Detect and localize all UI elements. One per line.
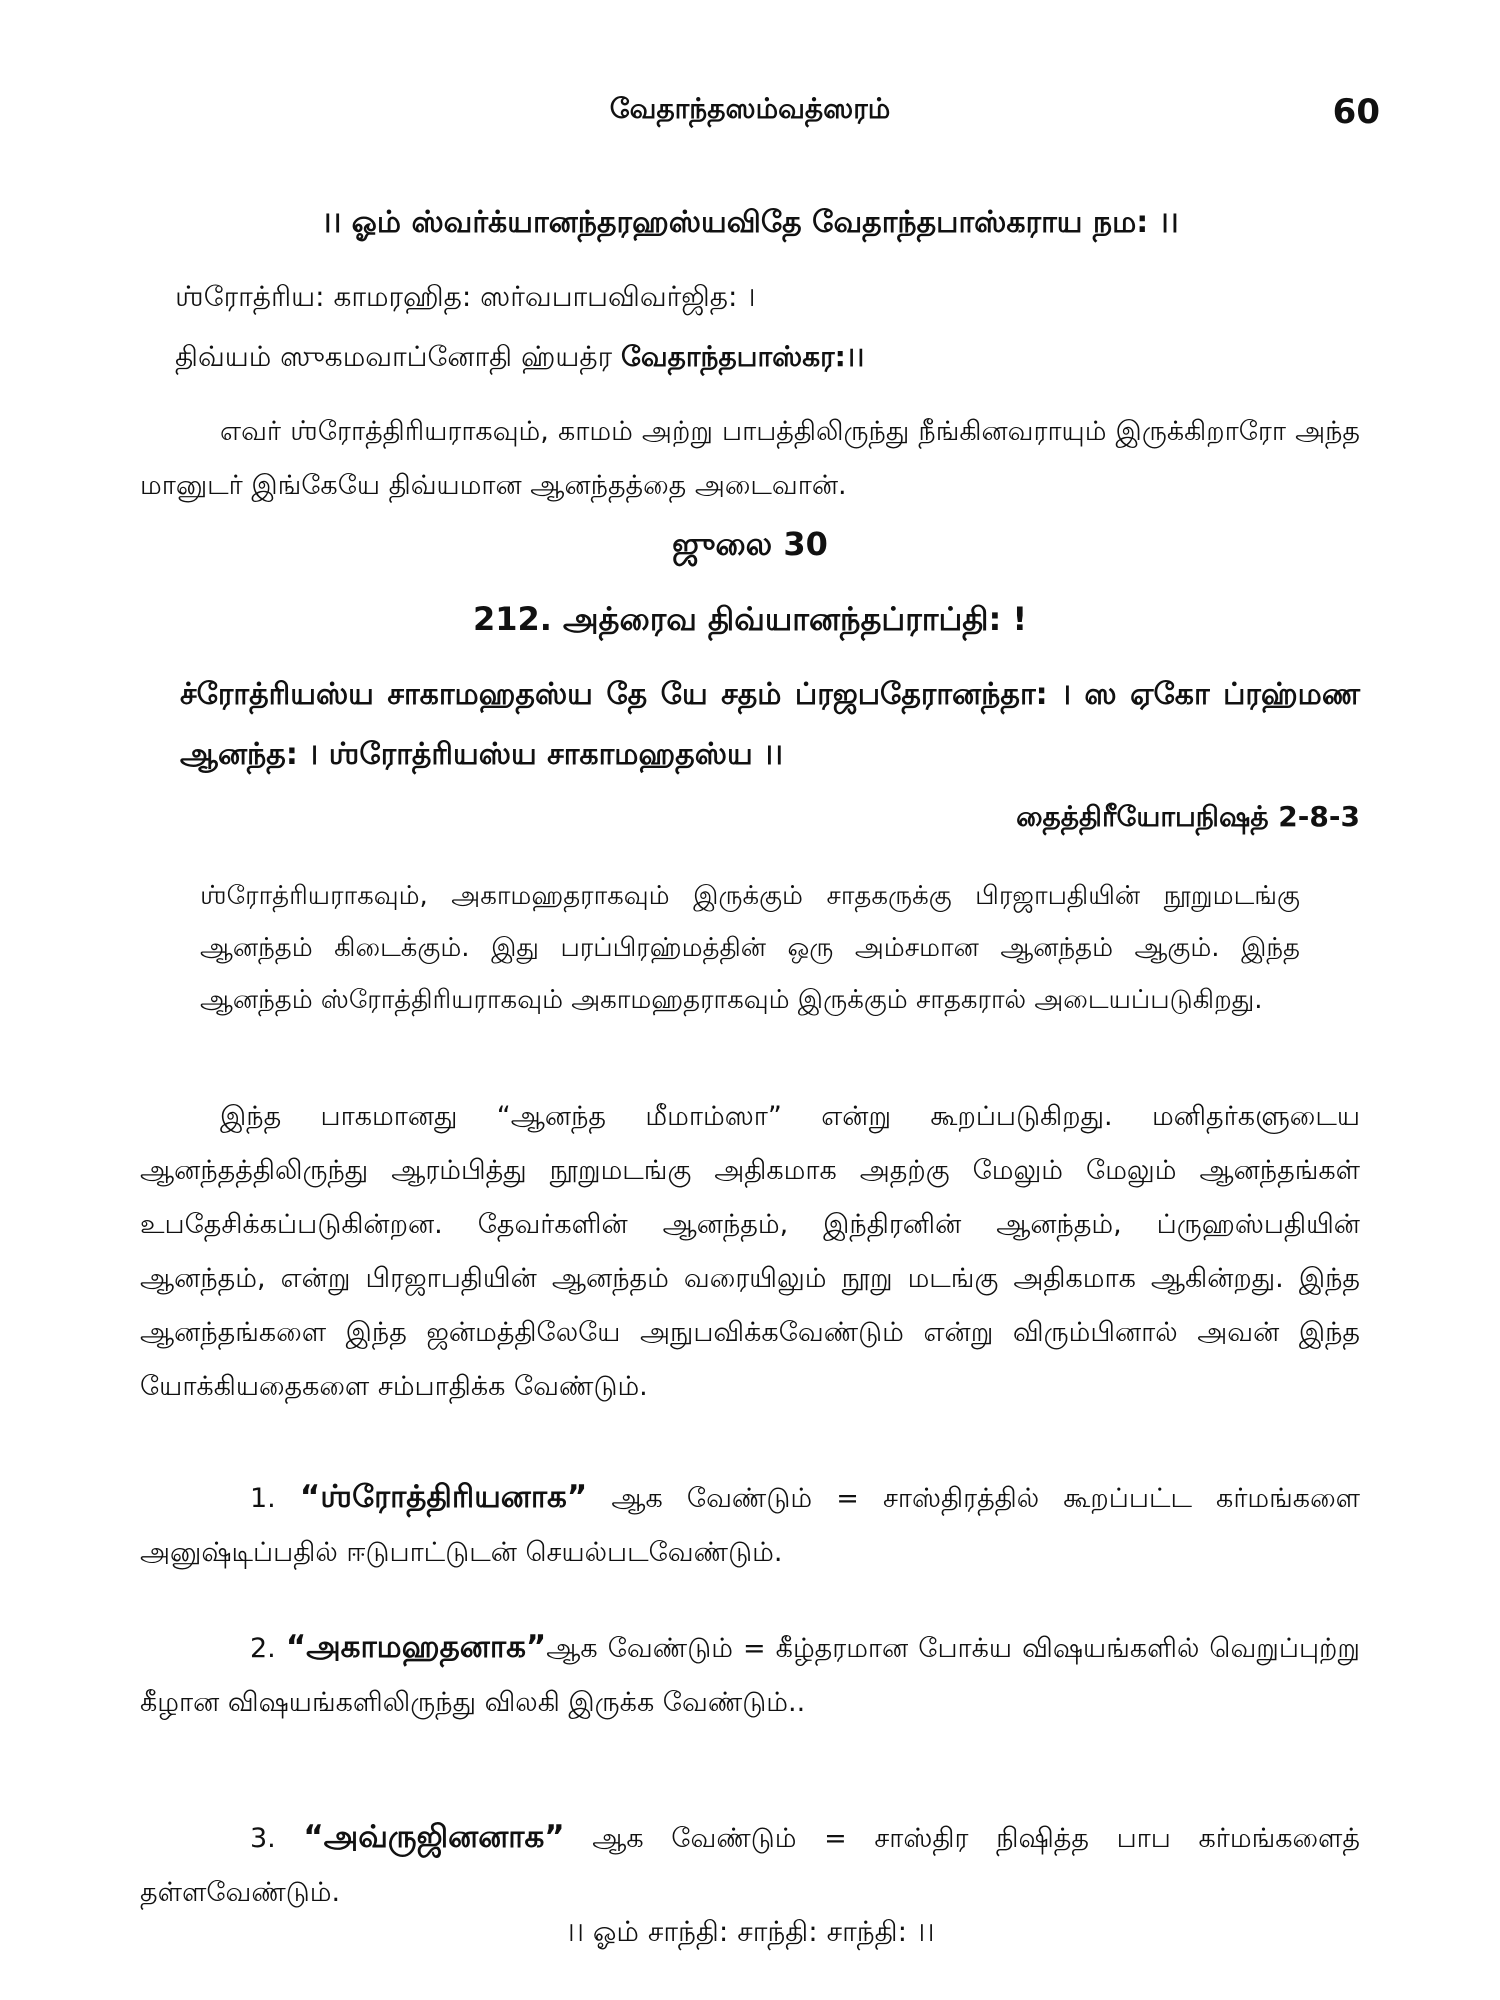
verse-line-2-text: திவ்யம் ஸுகமவாப்னோதி ஹ்யத்ர [175, 340, 621, 373]
verse-explanation: எவர் ஶ்ரோத்திரியராகவும், காமம் அற்று பாபத்திலிருந்து நீங்கினவராயும் இருக்கிறாரோ அந்த மானுடர் இங்கேயே திவ்யமான ஆனந்தத்தை அடைவான். [140, 416, 1360, 501]
verse-line-2 [175, 340, 1360, 377]
section-title: 212. அத்ரைவ திவ்யானந்தப்ராப்தி: ! [472, 600, 1028, 638]
list-item-number: 3. [250, 1823, 276, 1854]
verse-line-1: ஶ்ரோத்ரிய: காமரஹித: ஸர்வபாபவிவர்ஜித: । [175, 280, 756, 313]
upanishad-mantra: ச்ரோத்ரியஸ்ய சாகாமஹதஸ்ய தே யே சதம் ப்ரஜபதேரானந்தா: । ஸ ஏகோ ப்ரஹ்மண ஆனந்த: । ஶ்ரோத்ரியஸ்ய சாகாமஹதஸ்ய ।। [180, 677, 1360, 772]
list-item-term: “ஶ்ரோத்திரியனாக” [299, 1479, 588, 1515]
list-item-term: “அவ்ருஜினனாக” [303, 1819, 565, 1855]
list-item-text: ஆக வேண்டும் = கீழ்தரமான போக்ய விஷயங்களில் வெறுப்புற்று கீழான விஷயங்களிலிருந்து விலகி இருக்க வேண்டும்.. [140, 1633, 1360, 1718]
invocation-line: ।। ஓம் ஸ்வர்க்யானந்தரஹஸ்யவிதே வேதாந்தபாஸ்கராய நம: ।। [321, 205, 1179, 240]
mantra-explanation: ஶ்ரோத்ரியராகவும், அகாமஹதராகவும் இருக்கும் சாதகருக்கு பிரஜாபதியின் நூறுமடங்கு ஆனந்தம் கிடைக்கும். இது பரப்பிரஹ்மத்தின் ஒரு அம்சமான ஆனந்தம் ஆகும். இந்த ஆனந்தம் ஸ்ரோத்திரியராகவும் அகாமஹதராகவும் இருக்கும் சாதகரால் அடையப்படுகிறது. [200, 881, 1300, 1015]
list-item [140, 1470, 1360, 1580]
date-heading: ஜுலை 30 [672, 525, 828, 563]
list-item-text: ஆக வேண்டும் = சாஸ்திரத்தில் கூறப்பட்ட கர்மங்களை அனுஷ்டிப்பதில் ஈடுபாட்டுடன் செயல்படவேண்டும். [140, 1483, 1360, 1568]
running-title: வேதாந்தஸம்வத்ஸரம் [609, 92, 891, 125]
commentary-paragraph: இந்த பாகமானது “ஆனந்த மீமாம்ஸா” என்று கூறப்படுகிறது. மனிதர்களுடைய ஆனந்தத்திலிருந்து ஆரம்பித்து நூறுமடங்கு அதிகமாக அதற்கு மேலும் மேலும் ஆனந்தங்கள் உபதேசிக்கப்படுகின்றன. தேவர்களின் ஆனந்தம், இந்திரனின் ஆனந்தம், ப்ருஹஸ்பதியின் ஆனந்தம், என்று பிரஜாபதியின் ஆனந்தம் வரையிலும் நூறு மடங்கு அதிகமாக ஆகின்றது. இந்த ஆனந்தங்களை இந்த ஜன்மத்திலேயே அநுபவிக்கவேண்டும் என்று விரும்பினால் அவன் இந்த யோக்கியதைகளை சம்பாதிக்க வேண்டும். [140, 1101, 1360, 1402]
verse-line-2-bold: வேதாந்தபாஸ்கர:।। [620, 340, 865, 373]
list-item-term: “அகாமஹதனாக” [285, 1629, 547, 1665]
page-number: 60 [1332, 92, 1380, 132]
list-item [140, 1620, 1360, 1730]
mantra-source: தைத்திரீயோபநிஷத் 2-8-3 [1016, 800, 1360, 833]
list-item-text: ஆக வேண்டும் = சாஸ்திர நிஷித்த பாப கர்மங்களைத் தள்ளவேண்டும். [140, 1823, 1360, 1908]
list-item [140, 1810, 1360, 1920]
list-item-number: 1. [250, 1483, 276, 1514]
list-item-number: 2. [250, 1633, 276, 1664]
closing-invocation: ।। ஓம் சாந்தி: சாந்தி: சாந்தி: ।। [565, 1915, 935, 1948]
